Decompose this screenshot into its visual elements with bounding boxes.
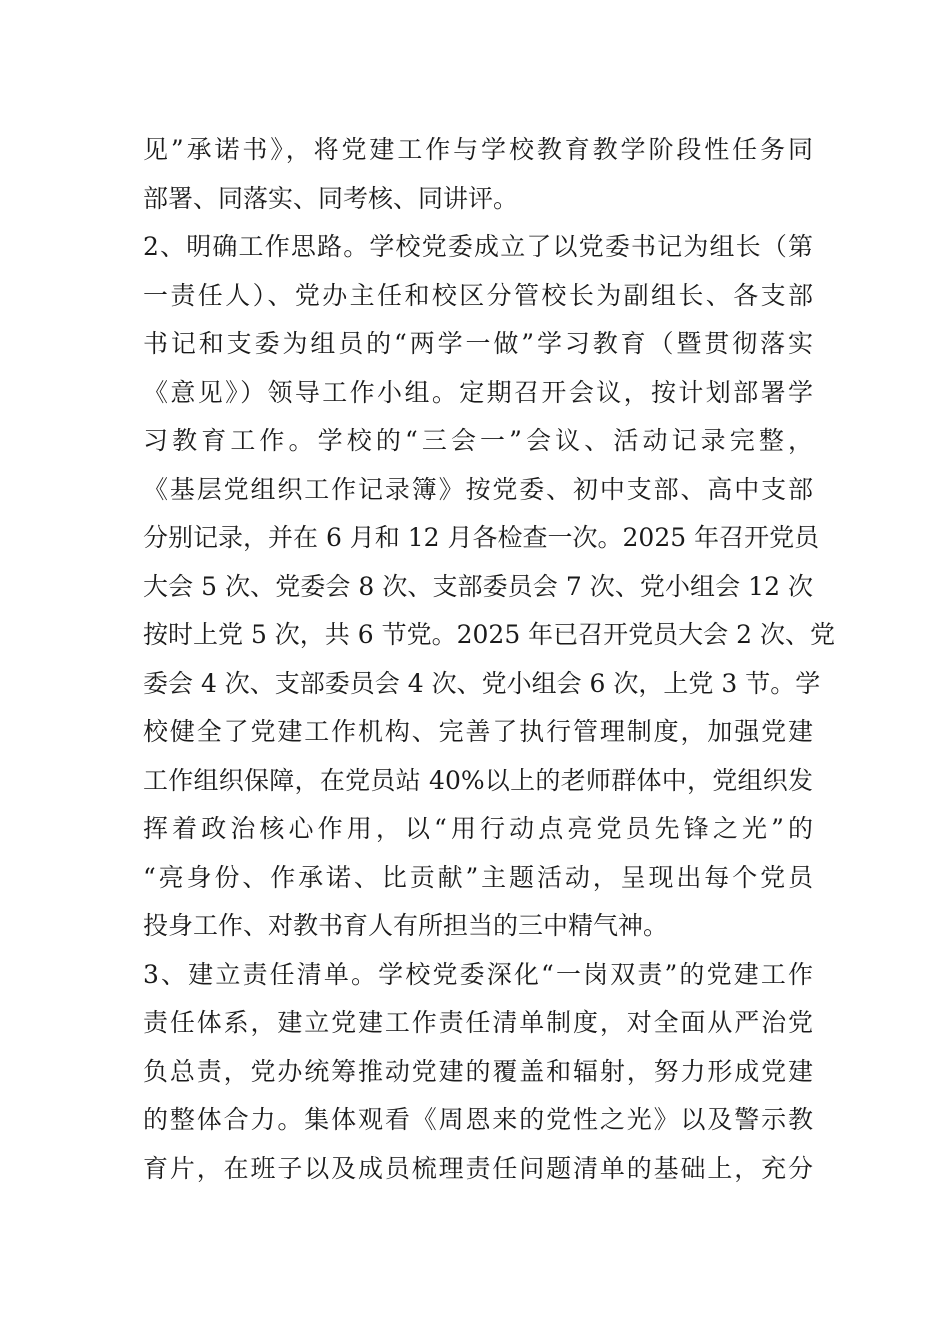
- text-line: 《意见》）领导工作小组。定期召开会议，按计划部署学: [143, 377, 813, 407]
- text-line: 习教育工作。学校的“三会一”会议、活动记录完整，: [143, 426, 813, 455]
- text-line: 见”承诺书》，将党建工作与学校教育教学阶段性任务同: [143, 135, 813, 164]
- text-line: 委会 4 次、支部委员会 4 次、党小组会 6 次，上党 3 节。学: [143, 668, 821, 698]
- text-line: 大会 5 次、党委会 8 次、支部委员会 7 次、党小组会 12 次: [143, 571, 813, 601]
- text-line: “亮身份、作承诺、比贡献”主题活动，呈现出每个党员: [143, 862, 813, 892]
- text-line: 按时上党 5 次，共 6 节党。2025 年已召开党员大会 2 次、党: [143, 620, 835, 649]
- text-line: 校健全了党建工作机构、完善了执行管理制度，加强党建: [143, 717, 813, 746]
- text-line: 的整体合力。集体观看《周恩来的党性之光》以及警示教: [143, 1105, 813, 1134]
- text-line: 投身工作、对教书育人有所担当的三中精气神。: [143, 911, 669, 940]
- body-text: [143, 126, 835, 1193]
- text-line: 部署、同落实、同考核、同讲评。: [143, 183, 519, 213]
- text-line: 挥着政治核心作用，以“用行动点亮党员先锋之光”的: [143, 814, 813, 843]
- text-line: 责任体系，建立党建工作责任清单制度，对全面从严治党: [143, 1008, 813, 1037]
- text-line: 工作组织保障，在党员站 40%以上的老师群体中，党组织发: [143, 765, 813, 795]
- text-line: 负总责，党办统筹推动党建的覆盖和辐射，努力形成党建: [143, 1056, 813, 1086]
- text-line: 书记和支委为组员的“两学一做”学习教育（暨贯彻落实: [143, 329, 813, 358]
- text-line: 分别记录，并在 6 月和 12 月各检查一次。2025 年召开党员: [143, 523, 820, 552]
- text-line: 一责任人）、党办主任和校区分管校长为副组长、各支部: [143, 280, 813, 310]
- text-line: 3、建立责任清单。学校党委深化“一岗双责”的党建工作: [143, 959, 813, 989]
- text-line: 育片，在班子以及成员梳理责任问题清单的基础上，充分: [143, 1153, 813, 1183]
- text-line: 2、明确工作思路。学校党委成立了以党委书记为组长（第: [143, 232, 813, 261]
- text-line: 《基层党组织工作记录簿》按党委、初中支部、高中支部: [143, 474, 813, 504]
